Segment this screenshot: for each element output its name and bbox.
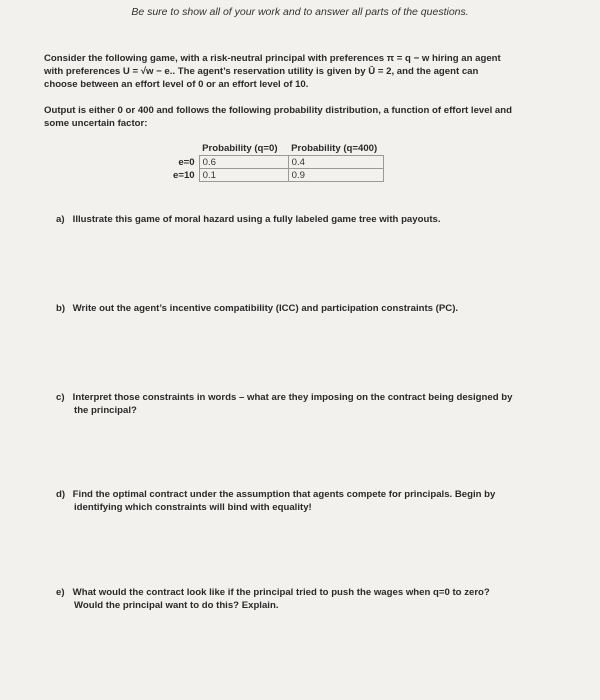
question-a [56,213,526,226]
intro-line: Consider the following game, with a risk-neutral principal with preferences π = q − w hiring an agent [44,53,501,64]
table-cell: 0.6 [199,156,288,169]
question-label: b) [56,303,66,314]
table-cell: 0.1 [199,169,288,182]
question-text: Illustrate this game of moral hazard using a fully labeled game tree with payouts. [72,214,441,225]
column-header: Probability (q=400) [291,143,378,154]
output-description [44,104,534,130]
question-e [56,586,526,612]
table-row [170,169,383,182]
intro-line: with preferences U = √w − e.. The agent’s reservation utility is given by Ū = 2, and the agent can [44,66,479,78]
question-text: What would the contract look like if the principal tried to push the wages when q=0 to zero? [72,587,490,598]
question-text: Write out the agent’s incentive compatibility (ICC) and participation constraints (PC). [72,303,459,314]
row-label: e=10 [173,169,195,181]
output-line: some uncertain factor: [44,118,148,130]
table-row [170,156,383,169]
question-text: Interpret those constraints in words – what are they imposing on the contract being designed by [72,392,513,403]
question-label: c) [56,392,65,403]
question-text: Find the optimal contract under the assumption that agents compete for principals. Begin by [72,489,496,500]
column-header: Probability (q=0) [202,143,278,154]
instructions-header: Be sure to show all of your work and to answer all parts of the questions. [131,6,469,18]
question-text-continued: the principal? [74,405,137,417]
question-text-continued: identifying which constraints will bind with equality! [74,502,312,514]
table-cell: 0.4 [288,156,383,169]
output-line: Output is either 0 or 400 and follows the following probability distribution, a function of effort level and [44,105,512,116]
intro-line: choose between an effort level of 0 or an effort level of 10. [44,79,309,91]
problem-intro [44,52,534,92]
question-d [56,488,526,514]
table-cell: 0.9 [288,169,383,182]
table-header-row [170,143,383,156]
row-label: e=0 [178,156,195,168]
question-c [56,391,526,417]
question-label: e) [56,587,65,598]
question-text-continued: Would the principal want to do this? Explain. [74,600,279,612]
question-b [56,302,526,315]
question-label: d) [56,489,66,500]
question-label: a) [56,214,65,225]
probability-table [170,143,384,182]
